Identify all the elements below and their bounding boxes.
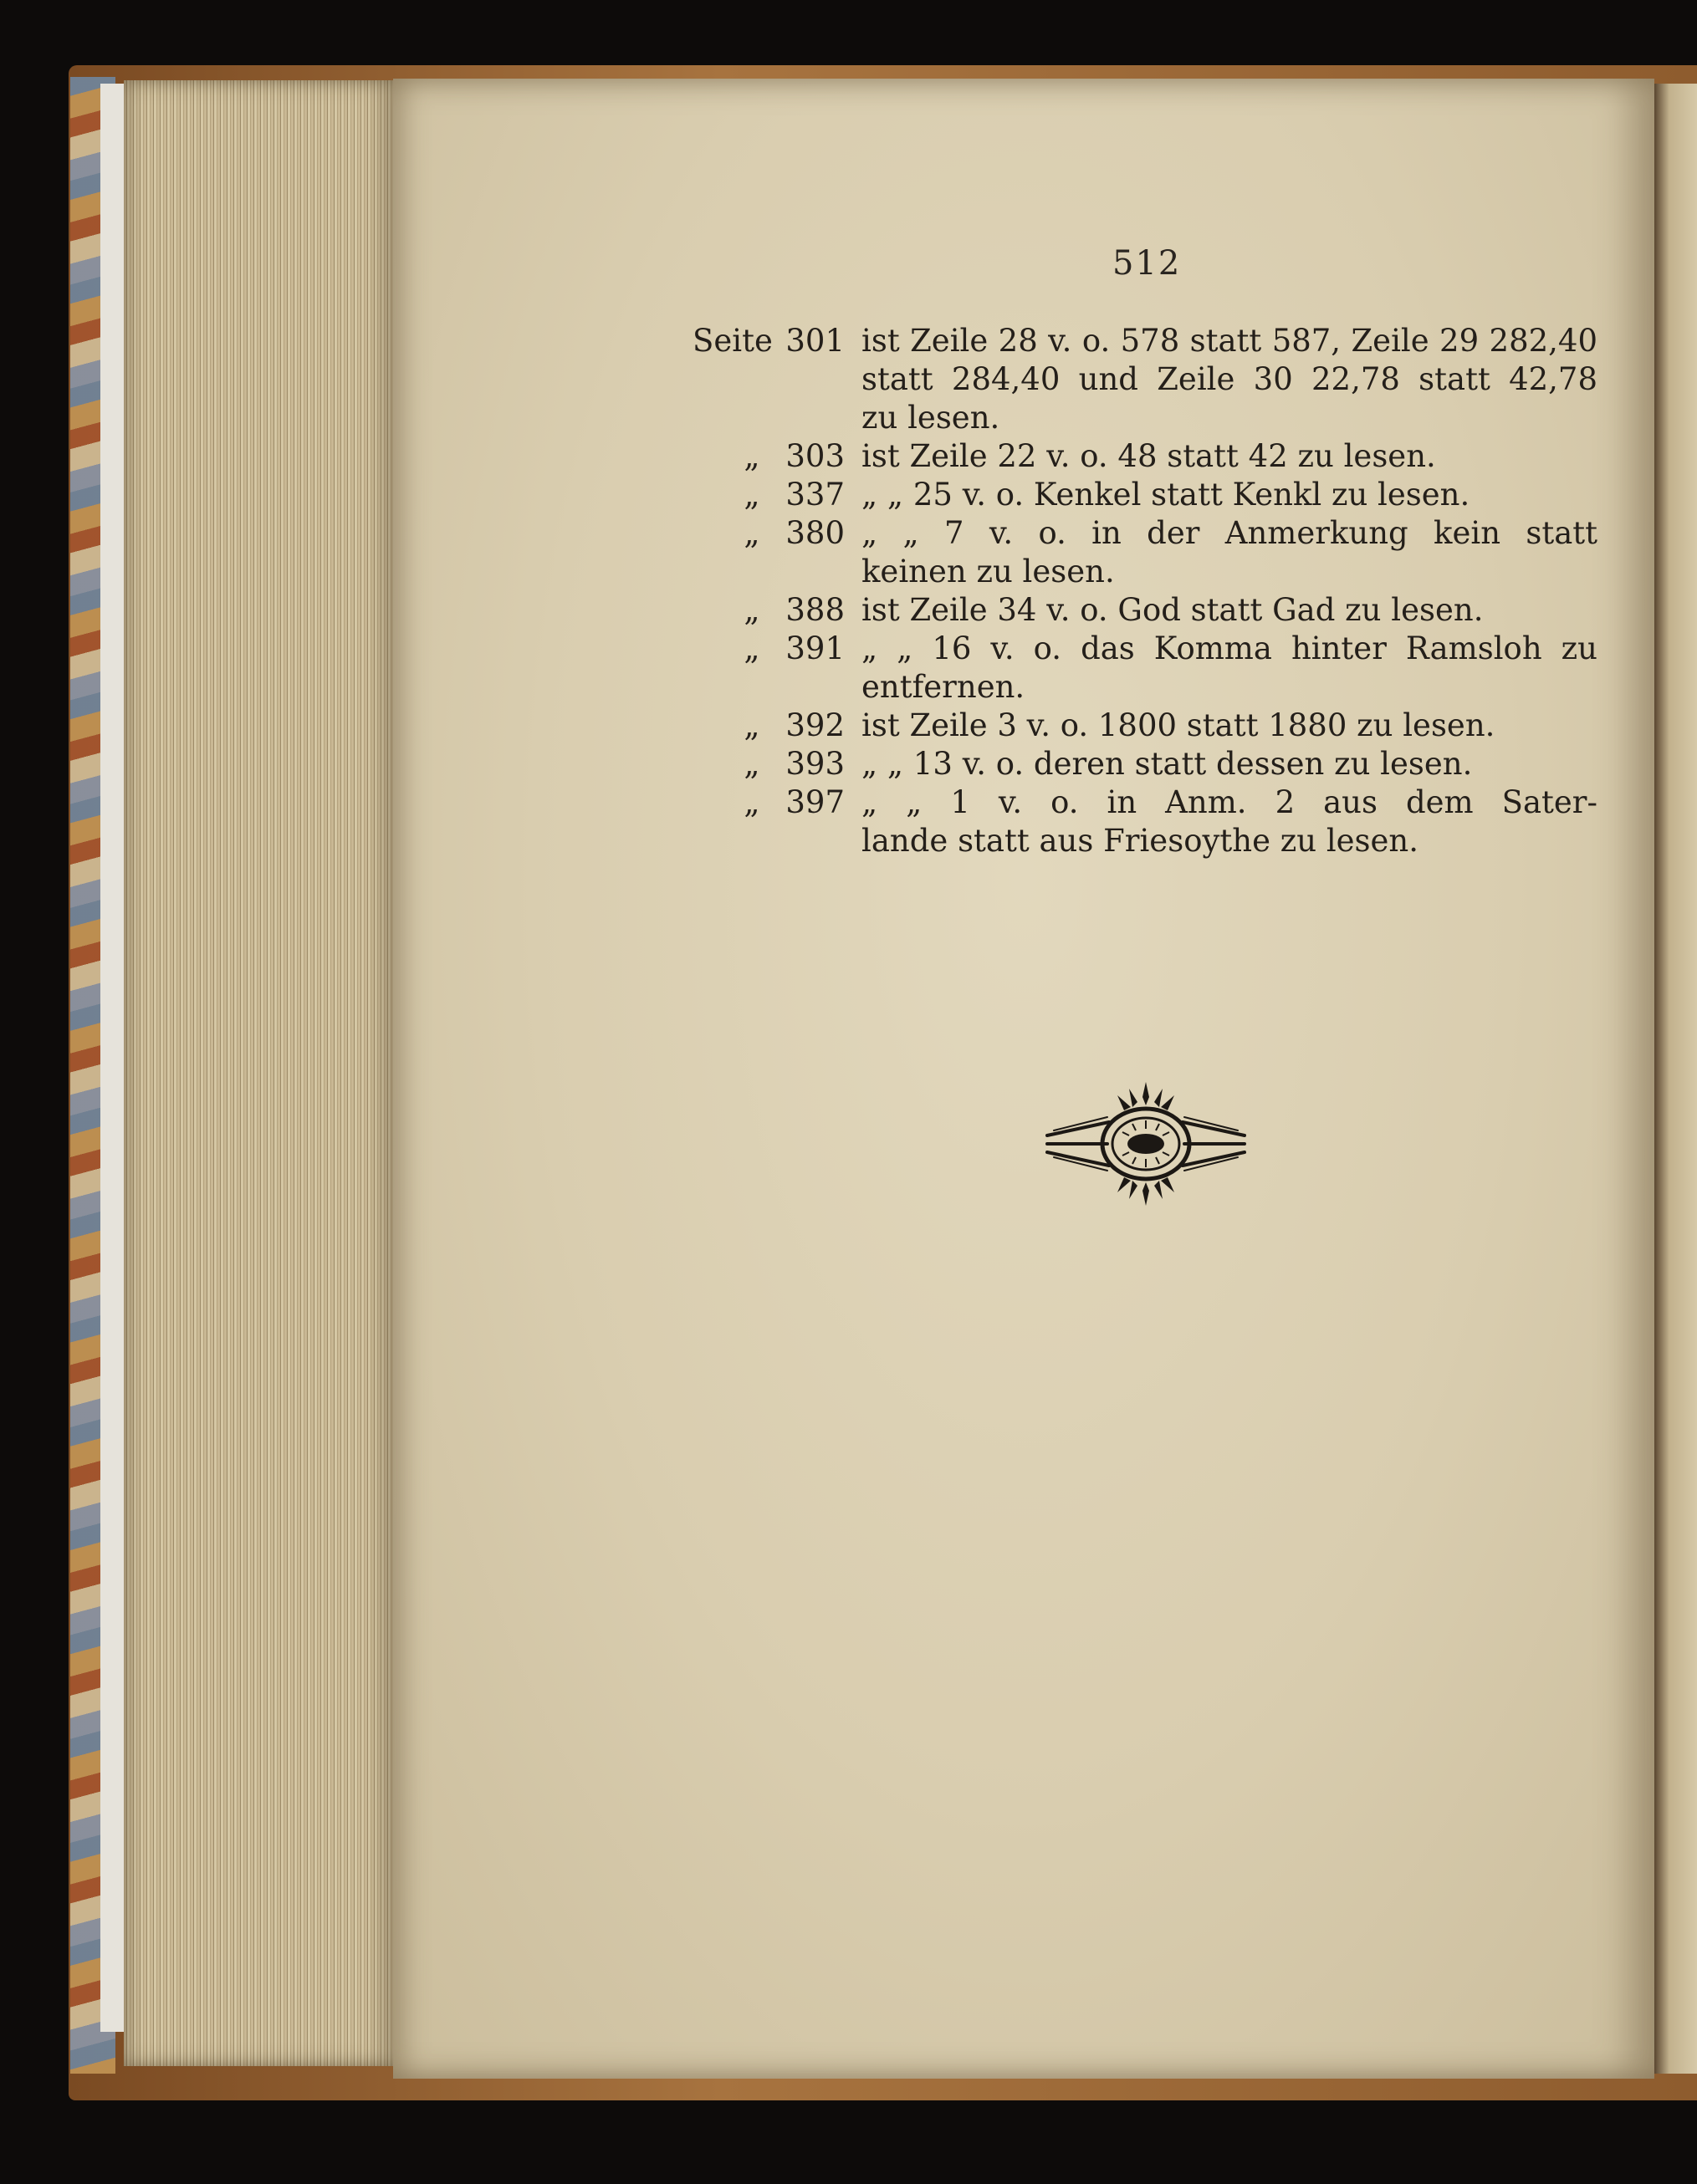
entry-page: 337 [785,477,845,513]
entry-page: 388 [785,592,845,628]
entry-text: ist Zeile 28 v. o. 578 statt 587, Zeile 29 282,40 [861,323,1597,359]
entry-label: „ [744,746,760,782]
entry-page: 391 [785,630,845,666]
entry-label: Seite [693,323,773,359]
entry-text: „ „ 25 v. o. Kenkel statt Kenkl zu lesen. [861,477,1470,513]
entry-label: „ [744,438,760,474]
entry-text: „ „ 1 v. o. in Anm. 2 aus dem Sater- [861,784,1597,820]
entry-page: 301 [785,323,845,359]
entry-text: keinen zu lesen. [861,554,1115,589]
entry-page: 380 [785,515,845,551]
facing-page-gutter [1654,84,1697,2074]
entry-text: lande statt aus Friesoythe zu lesen. [861,823,1419,859]
entry-label: „ [744,477,760,513]
entry-label: „ [744,630,760,666]
entry-page: 303 [785,438,845,474]
entry-text: ist Zeile 22 v. o. 48 statt 42 zu lesen. [861,438,1436,474]
entry-text: ist Zeile 3 v. o. 1800 statt 1880 zu lesen. [861,707,1495,743]
page-number: 512 [1112,244,1182,283]
entry-label: „ [744,592,760,628]
entry-text: ist Zeile 34 v. o. God statt Gad zu lesen. [861,592,1484,628]
entry-text: entfernen. [861,669,1025,705]
entry-page: 397 [785,784,845,820]
entry-text: statt 284,40 und Zeile 30 22,78 statt 42,78 [861,361,1597,397]
endpaper [100,84,125,2032]
page-edges [124,80,400,2066]
entry-text: „ „ 7 v. o. in der Anmerkung kein statt [861,515,1597,551]
entry-label: „ [744,515,760,551]
entry-text: „ „ 13 v. o. deren statt dessen zu lesen. [861,746,1473,782]
entry-text: zu lesen. [861,400,1000,436]
entry-text: „ „ 16 v. o. das Komma hinter Ramsloh zu [861,630,1597,666]
entry-page: 393 [785,746,845,782]
entry-label: „ [744,707,760,743]
entry-label: „ [744,784,760,820]
entry-page: 392 [785,707,845,743]
vignette-ornament [1042,1077,1250,1211]
